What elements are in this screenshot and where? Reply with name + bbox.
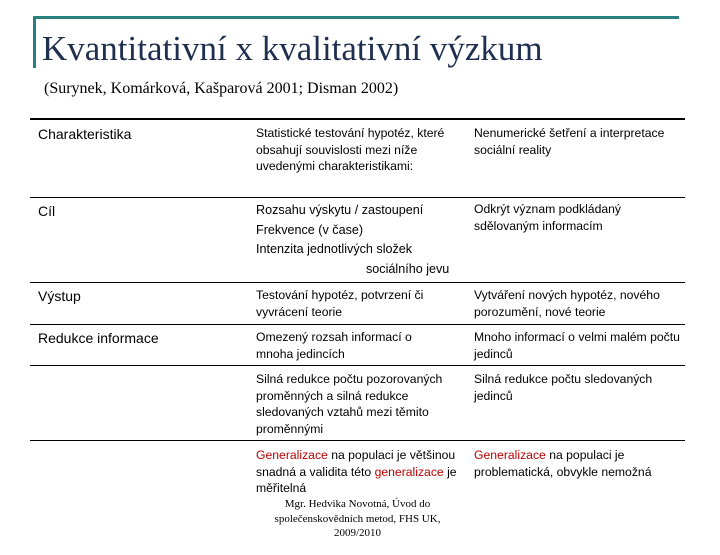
footer-line: Mgr. Hedvika Novotná, Úvod do (284, 498, 431, 510)
row-label-redukce: Redukce informace (38, 330, 159, 346)
row-label-cil: Cíl (38, 203, 56, 219)
quant-line: sociálního jevu (366, 261, 450, 276)
quant-cell: Omezený rozsah informací o mnoha jedincích (256, 330, 412, 361)
comparison-table (30, 118, 685, 500)
generalizace-highlight: Generalizace (256, 448, 328, 462)
quant-text: je měřitelná (256, 464, 457, 495)
table-rule-top (30, 118, 685, 120)
row-label-charakteristika: Charakteristika (38, 126, 132, 142)
table-rule (30, 324, 685, 325)
row-label-vystup: Výstup (38, 288, 81, 304)
qual-cell: Nenumerické šetření a interpretace sociální reality (474, 126, 665, 157)
qual-text: na populaci je problematická, obvykle nemožná (474, 448, 652, 479)
quant-cell (256, 201, 471, 279)
qual-cell: Vytváření nových hypotéz, nového porozumění, nové teorie (474, 288, 660, 319)
table-rule (30, 197, 685, 198)
quant-cell: Testování hypotéz, potvrzení či vyvrácení teorie (256, 288, 424, 319)
slide-footer (255, 497, 460, 541)
quant-line: Frekvence (v čase) (256, 222, 364, 237)
quant-cell: Statistické testování hypotéz, které obsahují souvislosti mezi níže uvedenými charakteristikami: (256, 126, 445, 173)
footer-line: 2009/2010 (333, 527, 382, 539)
page-subtitle: (Surynek, Komárková, Kašparová 2001; Disman 2002) (44, 80, 399, 97)
qual-cell (474, 447, 684, 480)
table-rule (30, 282, 685, 283)
qual-cell: Silná redukce počtu sledovaných jedinců (474, 372, 653, 403)
quant-line: Intenzita jednotlivých složek (256, 242, 413, 256)
qual-cell: Mnoho informací o velmi malém počtu jedinců (474, 330, 680, 361)
quant-cell (256, 447, 461, 497)
generalizace-highlight: Generalizace (474, 448, 546, 462)
table-rule (30, 365, 685, 366)
page-title: Kvantitativní x kvalitativní výzkum (42, 29, 543, 68)
footer-line: společenskovědních metod, FHS UK, (274, 512, 441, 525)
frame-top-line (33, 16, 679, 19)
quant-line: Rozsahu výskytu / zastoupení (256, 203, 424, 217)
qual-cell: Odkrýt význam podkládaný sdělovaným informacím (474, 202, 621, 233)
frame-left-line (33, 16, 36, 68)
table-rule (30, 440, 685, 441)
quant-cell: Silná redukce počtu pozorovaných proměnných a silná redukce sledovaných vztahů mezi těmito proměnnými (256, 372, 443, 436)
generalizace-highlight: generalizace (374, 464, 444, 479)
quant-text: na populaci je většinou snadná a validita této (256, 448, 456, 479)
